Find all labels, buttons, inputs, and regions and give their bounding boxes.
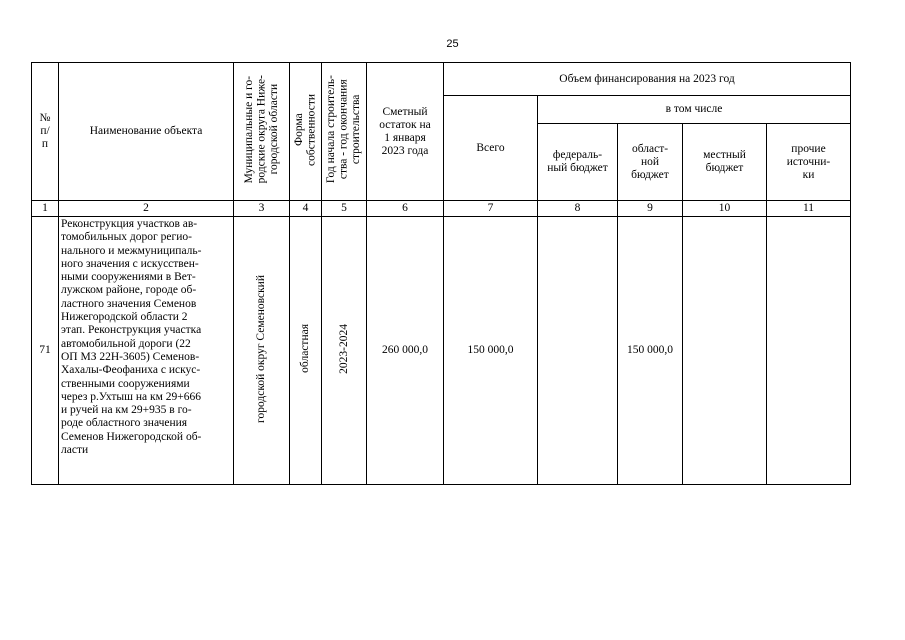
header-regional: област- ной бюджет xyxy=(618,124,683,201)
column-number-row xyxy=(32,201,851,217)
row-municipality: городской округ Семеновский xyxy=(234,217,290,485)
col-num-5: 5 xyxy=(322,201,367,217)
row-balance: 260 000,0 xyxy=(367,217,444,485)
table-row xyxy=(32,217,851,485)
col-num-10: 10 xyxy=(683,201,767,217)
col-num-4: 4 xyxy=(290,201,322,217)
col-num-8: 8 xyxy=(538,201,618,217)
row-ownership: областная xyxy=(290,217,322,485)
header-federal: федераль- ный бюджет xyxy=(538,124,618,201)
row-federal xyxy=(538,217,618,485)
col-num-6: 6 xyxy=(367,201,444,217)
row-regional: 150 000,0 xyxy=(618,217,683,485)
header-including: в том числе xyxy=(538,96,851,124)
header-balance: Сметный остаток на 1 января 2023 года xyxy=(367,63,444,201)
header-local: местный бюджет xyxy=(683,124,767,201)
col-num-9: 9 xyxy=(618,201,683,217)
header-total: Всего xyxy=(444,96,538,201)
col-num-3: 3 xyxy=(234,201,290,217)
object-name: Реконструкция участков ав- томобильных дорог регио- нального и межмуниципаль- ного значения с искусствен- ными сооружениями в Вет- лужском районе, городе об- ластного значения Семенов Нижегородской области 2 этап. Реконструкция участка автомобильной дороги (22 ОП МЗ 22Н-3605) Семенов- Хахалы-Феофаниха с искус- ственными сооружениями через р.Ухтыш на км 29+666 и ручей на км 29+935 в го- роде областного значения Семенов Нижегородской об- ласти xyxy=(59,217,234,485)
row-num: 71 xyxy=(32,217,59,485)
header-ownership: Форма собственности xyxy=(290,63,322,201)
col-num-1: 1 xyxy=(32,201,59,217)
header-num: № п/ п xyxy=(32,63,59,201)
row-other xyxy=(767,217,851,485)
header-name: Наименование объекта xyxy=(59,63,234,201)
header-years: Год начала строитель- ства - год окончания строительства xyxy=(322,63,367,201)
page-number: 25 xyxy=(446,38,459,50)
header-other: прочие источни- ки xyxy=(767,124,851,201)
col-num-11: 11 xyxy=(767,201,851,217)
financing-table xyxy=(31,62,851,485)
row-local xyxy=(683,217,767,485)
col-num-7: 7 xyxy=(444,201,538,217)
col-num-2: 2 xyxy=(59,201,234,217)
row-years: 2023-2024 xyxy=(322,217,367,485)
header-municipality: Муниципальные и го- родские округа Ниже- городской области xyxy=(234,63,290,201)
header-financing: Объем финансирования на 2023 год xyxy=(444,63,851,96)
row-total: 150 000,0 xyxy=(444,217,538,485)
